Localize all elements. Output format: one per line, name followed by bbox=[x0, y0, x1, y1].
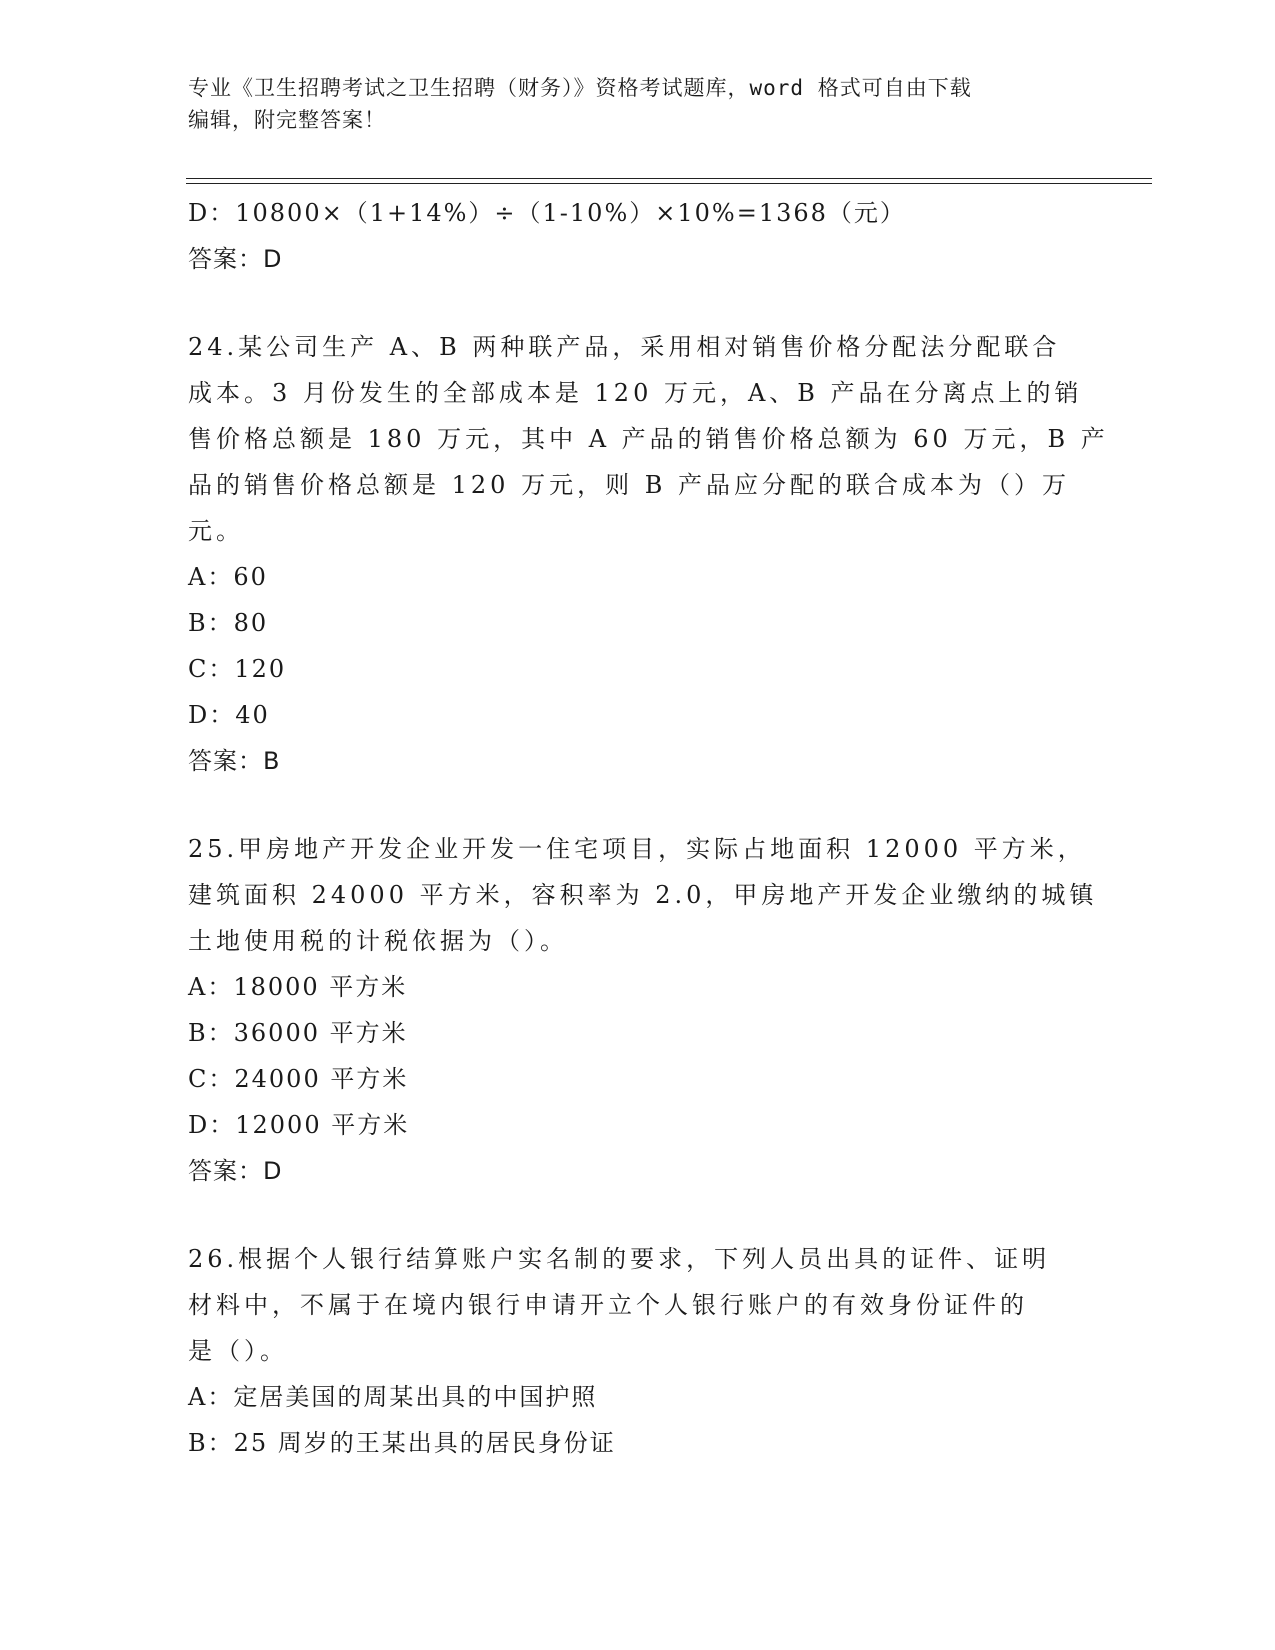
prev-question-tail bbox=[188, 190, 1088, 282]
question-text-line: 25.甲房地产开发企业开发一住宅项目，实际占地面积 12000 平方米， bbox=[188, 835, 1086, 863]
header-rule-bottom bbox=[186, 183, 1152, 184]
question-25 bbox=[188, 826, 1098, 1194]
option-a: A：60 bbox=[188, 563, 268, 591]
question-text-line: 售价格总额是 180 万元，其中 A 产品的销售价格总额为 60 万元，B 产 bbox=[188, 425, 1109, 453]
question-text-line: 建筑面积 24000 平方米，容积率为 2.0，甲房地产开发企业缴纳的城镇 bbox=[188, 881, 1098, 909]
option-d: D：12000 平方米 bbox=[188, 1111, 410, 1139]
question-text-line: 是（）。 bbox=[188, 1337, 288, 1365]
document-header bbox=[188, 72, 1068, 136]
question-26 bbox=[188, 1236, 1088, 1466]
answer: 答案：D bbox=[188, 245, 283, 273]
header-line-2: 编辑，附完整答案！ bbox=[188, 108, 386, 132]
question-text-line: 26.根据个人银行结算账户实名制的要求，下列人员出具的证件、证明 bbox=[188, 1245, 1051, 1273]
document-body bbox=[188, 190, 1109, 1466]
answer: 答案：D bbox=[188, 1157, 283, 1185]
header-line-1: 专业《卫生招聘考试之卫生招聘（财务）》资格考试题库，word 格式可自由下载 bbox=[188, 76, 972, 100]
header-rule-top bbox=[186, 178, 1152, 179]
option-c: C：120 bbox=[188, 655, 287, 683]
question-text-line: 材料中，不属于在境内银行申请开立个人银行账户的有效身份证件的 bbox=[188, 1291, 1028, 1319]
option-a: A：定居美国的周某出具的中国护照 bbox=[188, 1383, 598, 1411]
option-b: B：80 bbox=[188, 609, 269, 637]
question-text-line: 品的销售价格总额是 120 万元，则 B 产品应分配的联合成本为（）万 bbox=[188, 471, 1070, 499]
question-text-line: 土地使用税的计税依据为（）。 bbox=[188, 927, 568, 955]
question-text-line: 元。 bbox=[188, 517, 244, 545]
option-d: D：40 bbox=[188, 701, 270, 729]
question-text-line: 24.某公司生产 A、B 两种联产品，采用相对销售价格分配法分配联合 bbox=[188, 333, 1061, 361]
option-b: B：36000 平方米 bbox=[188, 1019, 408, 1047]
answer: 答案：B bbox=[188, 747, 281, 775]
question-24 bbox=[188, 324, 1109, 784]
option-c: C：24000 平方米 bbox=[188, 1065, 409, 1093]
option-b: B：25 周岁的王某出具的居民身份证 bbox=[188, 1429, 616, 1457]
option-a: A：18000 平方米 bbox=[188, 973, 408, 1001]
question-text-line: 成本。3 月份发生的全部成本是 120 万元，A、B 产品在分离点上的销 bbox=[188, 379, 1083, 407]
option-d: D：10800×（1+14%）÷（1-10%）×10%=1368（元） bbox=[188, 199, 906, 227]
